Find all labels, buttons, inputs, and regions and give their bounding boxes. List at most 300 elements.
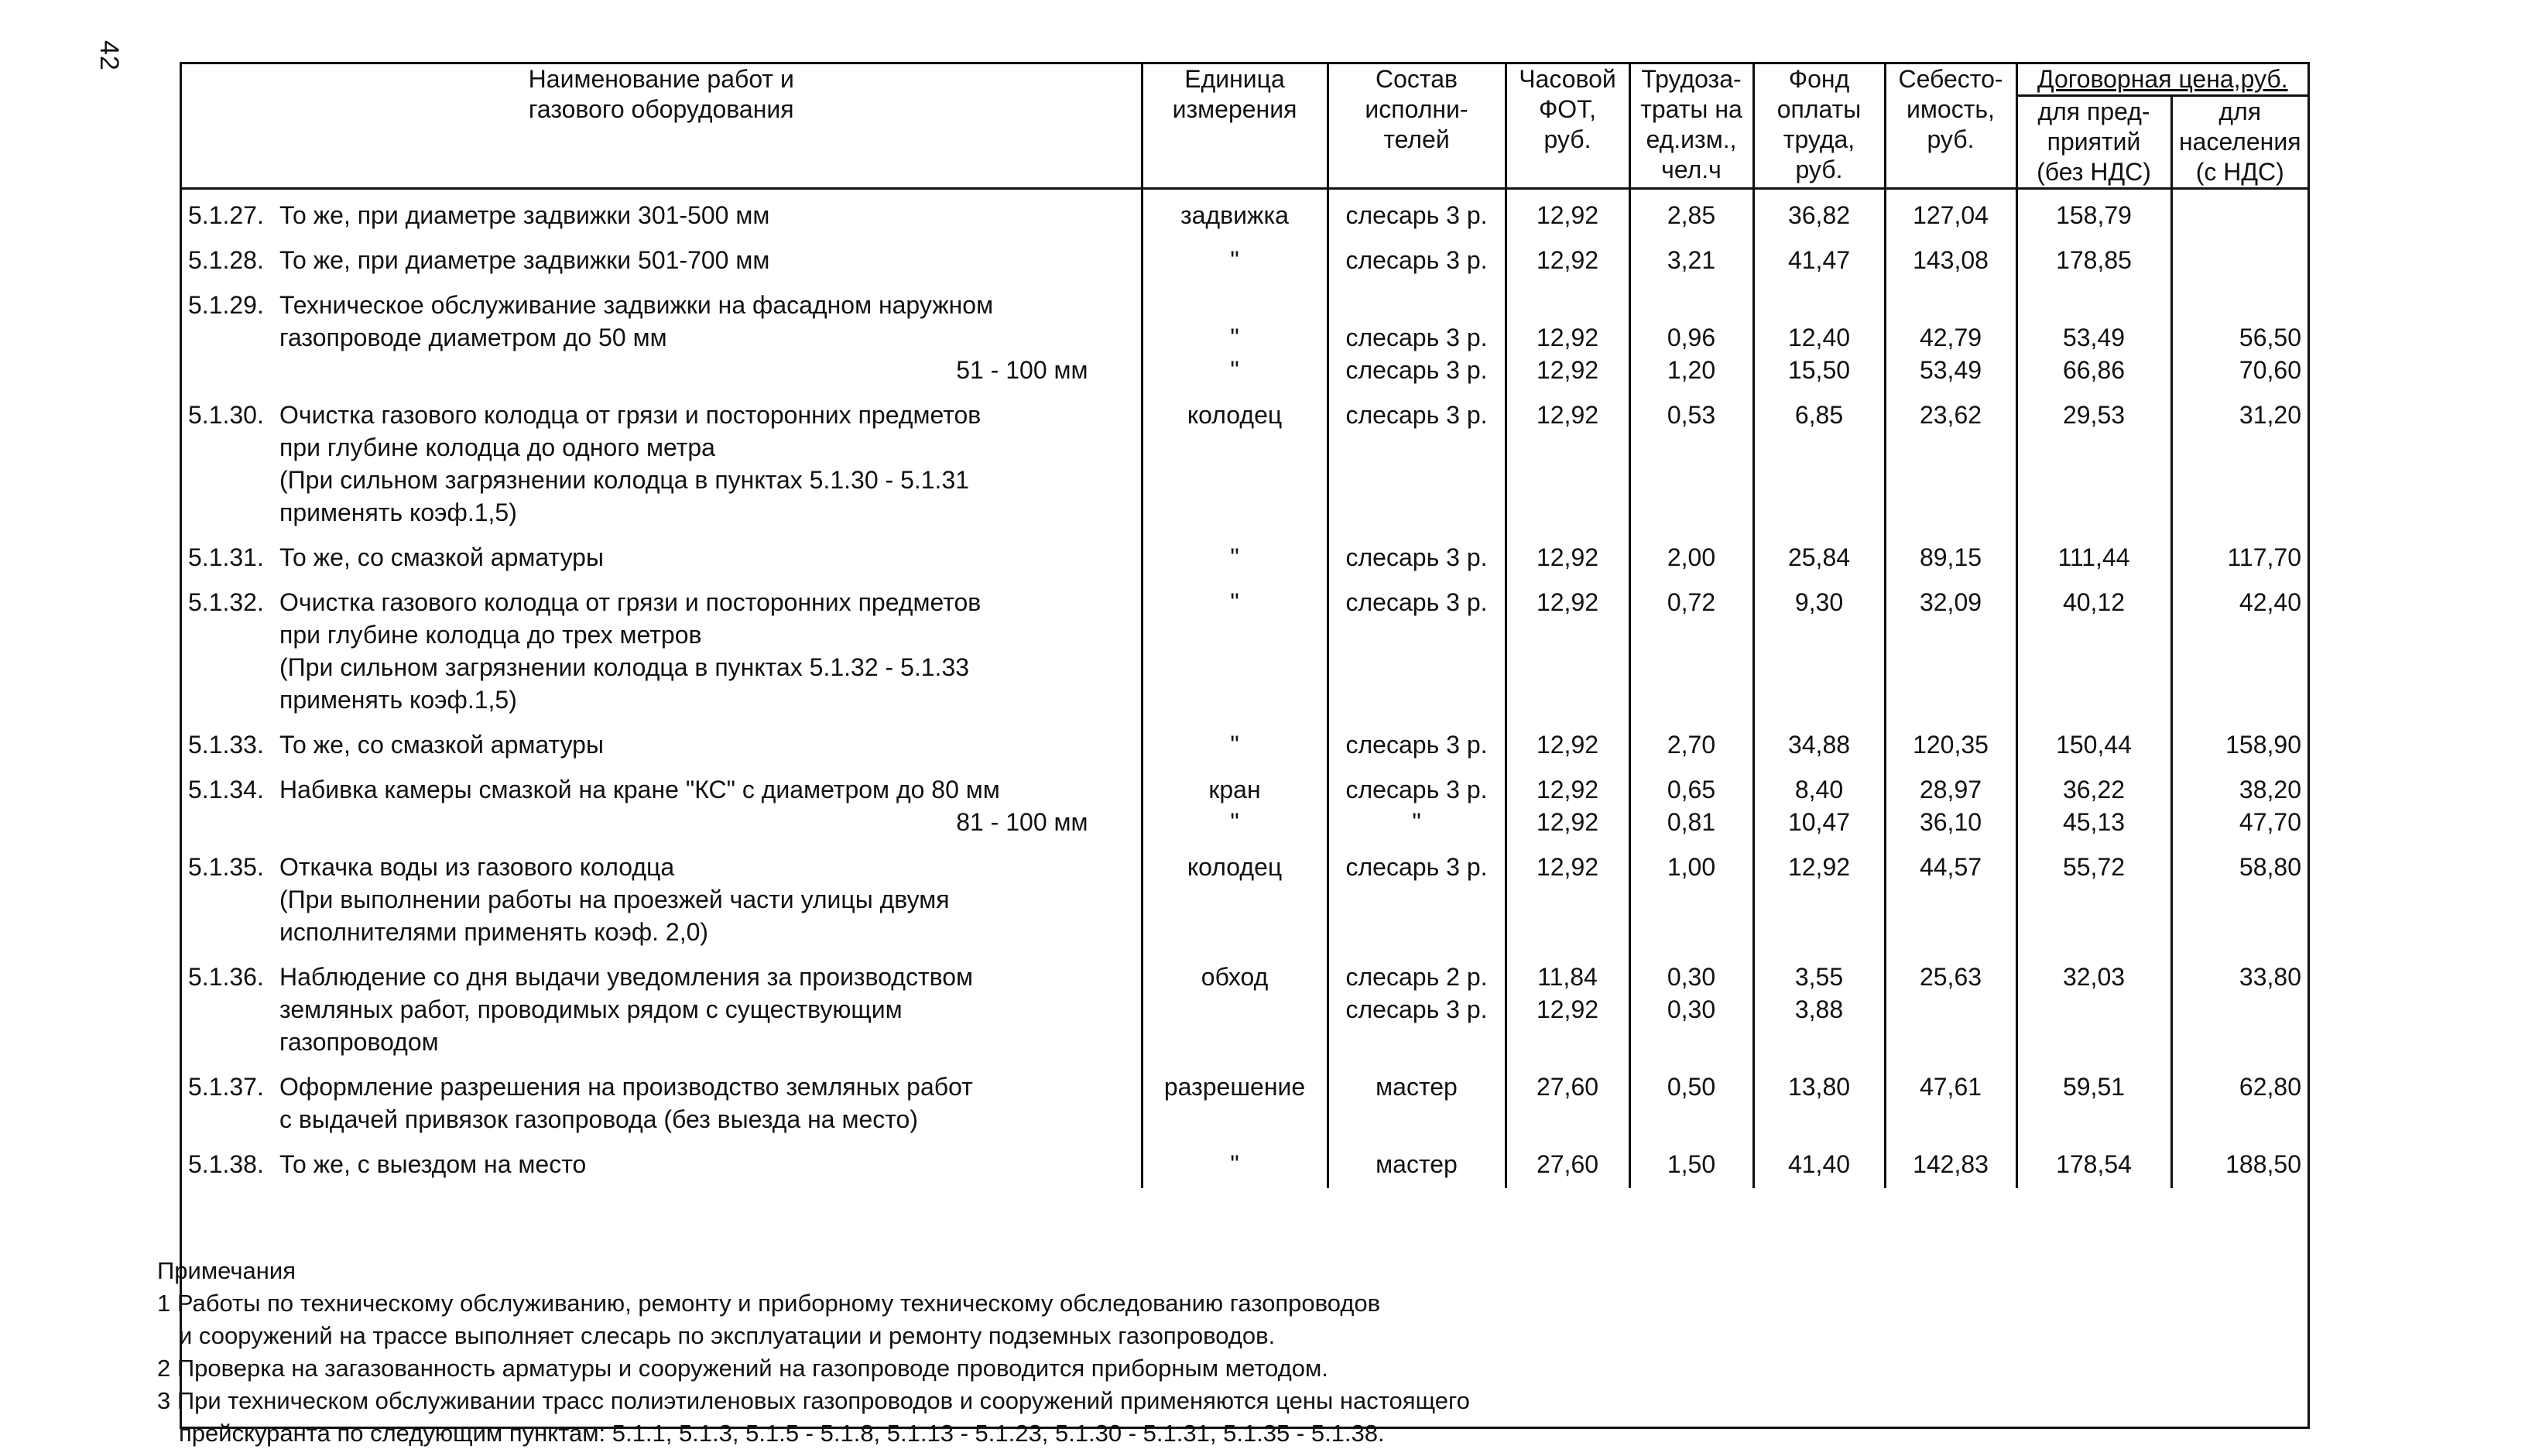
value (2179, 244, 2302, 276)
table-row (182, 719, 2307, 764)
spacer-row (182, 1184, 2307, 1188)
work-title-text: То же, со смазкой арматуры (279, 543, 604, 571)
value: 59,51 (2062, 1073, 2126, 1101)
header-enterprise: для пред- приятий (без НДС) (2016, 96, 2171, 189)
value: 0,53 (1667, 401, 1716, 429)
cell-labor (1629, 841, 1753, 951)
value: 13,80 (1787, 1073, 1851, 1101)
cell-unit (1142, 841, 1328, 951)
cell-work-name (182, 951, 1142, 1061)
work-title (188, 961, 1135, 993)
cell-fund (1753, 189, 1885, 235)
value: 0,65 (1667, 776, 1716, 803)
cell-population (2171, 719, 2307, 764)
value: 28,97 (1919, 776, 1982, 803)
note-line: 2 Проверка на загазованность арматуры и сооружений на газопроводе проводится приборным методом. (157, 1355, 1328, 1382)
value: 0,72 (1667, 588, 1716, 616)
work-detail: земляных работ, проводимых рядом с существующим (279, 995, 903, 1023)
cell-hourly (1506, 1139, 1629, 1184)
cell-labor (1629, 764, 1753, 841)
price-sheet (157, 62, 2310, 1447)
table-row (182, 189, 2307, 235)
value: 6,85 (1794, 401, 1844, 429)
cell-work-name (182, 279, 1142, 389)
cell-cost (1885, 235, 2016, 279)
work-detail: (При выполнении работы на проезжей части улицы двумя (279, 886, 950, 913)
value: " (1230, 731, 1239, 759)
cell-enterprise (2016, 279, 2171, 389)
cell-fund (1753, 1139, 1885, 1184)
value: 0,96 (1667, 324, 1716, 351)
work-title (188, 199, 1135, 231)
work-title (188, 773, 1135, 806)
value (2179, 289, 2302, 321)
value: кран (1208, 776, 1261, 803)
cell-enterprise (2016, 951, 2171, 1061)
value: 36,22 (2062, 776, 2126, 803)
value: 32,09 (1919, 588, 1982, 616)
value: задвижка (1180, 201, 1289, 229)
value: 12,92 (1536, 853, 1599, 881)
value: " (1230, 808, 1239, 836)
row-number: 5.1.31. (188, 543, 264, 571)
note-line: 1 Работы по техническому обслуживанию, ремонту и приборному техническому обследованию газопроводов (157, 1290, 1381, 1317)
work-title-text: То же, при диаметре задвижки 301-500 мм (279, 201, 770, 229)
value: 29,53 (2062, 401, 2126, 429)
page-number: 42 (94, 40, 124, 71)
cell-staff (1328, 841, 1506, 951)
value: 12,92 (1536, 356, 1599, 384)
value: 58,80 (2239, 853, 2301, 881)
value: 3,55 (1794, 963, 1844, 991)
cell-fund (1753, 764, 1885, 841)
table-row (182, 279, 2307, 389)
cell-work-name (182, 577, 1142, 719)
cell-unit (1142, 235, 1328, 279)
cell-staff (1328, 1139, 1506, 1184)
cell-unit (1142, 189, 1328, 235)
value: 45,13 (2062, 808, 2126, 836)
work-title-text: Оформление разрешения на производство земляных работ (279, 1073, 973, 1101)
cell-work-name (182, 1061, 1142, 1139)
cell-population (2171, 951, 2307, 1061)
cell-unit (1142, 1061, 1328, 1139)
row-number: 5.1.33. (188, 731, 264, 759)
table-row (182, 532, 2307, 577)
value: слесарь 3 р. (1345, 731, 1488, 759)
work-detail: 51 - 100 мм (956, 356, 1088, 384)
value: 36,10 (1919, 808, 1982, 836)
cell-cost (1885, 532, 2016, 577)
value: 188,50 (2225, 1150, 2301, 1178)
value: колодец (1187, 401, 1283, 429)
value: 34,88 (1787, 731, 1851, 759)
row-number: 5.1.27. (188, 201, 264, 229)
value: " (1230, 588, 1239, 616)
cell-hourly (1506, 235, 1629, 279)
cell-enterprise (2016, 389, 2171, 532)
value: 70,60 (2239, 356, 2301, 384)
work-title-text: Набивка камеры смазкой на кране "КС" с диаметром до 80 мм (279, 776, 1000, 803)
value: слесарь 3 р. (1345, 543, 1488, 571)
cell-enterprise (2016, 1139, 2171, 1184)
cell-work-name (182, 764, 1142, 841)
work-title (188, 1148, 1135, 1180)
table-row (182, 389, 2307, 532)
value: 142,83 (1913, 1150, 1989, 1178)
row-number: 5.1.37. (188, 1073, 264, 1101)
cell-fund (1753, 951, 1885, 1061)
value: слесарь 3 р. (1345, 201, 1488, 229)
cell-enterprise (2016, 719, 2171, 764)
value: 40,12 (2062, 588, 2126, 616)
value: 89,15 (1919, 543, 1982, 571)
cell-fund (1753, 532, 1885, 577)
cell-hourly (1506, 279, 1629, 389)
cell-cost (1885, 279, 2016, 389)
work-title (188, 244, 1135, 276)
work-detail: применять коэф.1,5) (279, 498, 517, 526)
cell-cost (1885, 951, 2016, 1061)
value: 117,70 (2227, 543, 2301, 571)
value: 25,63 (1919, 963, 1982, 991)
cell-work-name (182, 841, 1142, 951)
cell-work-name (182, 189, 1142, 235)
value: слесарь 3 р. (1345, 356, 1488, 384)
cell-hourly (1506, 764, 1629, 841)
value: 11,84 (1537, 963, 1598, 991)
cell-unit (1142, 577, 1328, 719)
value: 12,92 (1536, 246, 1599, 274)
value: 12,92 (1536, 401, 1599, 429)
cell-enterprise (2016, 235, 2171, 279)
value: слесарь 3 р. (1345, 401, 1488, 429)
value: 178,85 (2056, 246, 2132, 274)
value: 158,90 (2225, 731, 2301, 759)
value: 25,84 (1787, 543, 1851, 571)
value: 41,47 (1787, 246, 1851, 274)
cell-staff (1328, 577, 1506, 719)
row-number: 5.1.28. (188, 246, 264, 274)
value (1335, 289, 1499, 321)
value: 55,72 (2062, 853, 2126, 881)
work-detail: 81 - 100 мм (956, 808, 1088, 836)
notes-title: Примечания (157, 1257, 296, 1284)
value: 12,92 (1536, 543, 1599, 571)
value: 143,08 (1913, 246, 1989, 274)
value: 158,79 (2056, 201, 2132, 229)
cell-enterprise (2016, 764, 2171, 841)
note-line: и сооружений на трассе выполняет слесарь по эксплуатации и ремонту подземных газопроводов. (179, 1322, 1276, 1349)
table-row (182, 1061, 2307, 1139)
cell-staff (1328, 189, 1506, 235)
value: 127,04 (1913, 201, 1989, 229)
value: разрешение (1163, 1073, 1306, 1101)
cell-population (2171, 577, 2307, 719)
value: 23,62 (1919, 401, 1982, 429)
header-unit: Единица измерения (1142, 64, 1328, 189)
cell-enterprise (2016, 1061, 2171, 1139)
value: 1,50 (1667, 1150, 1716, 1178)
table-row (182, 951, 2307, 1061)
value (1893, 289, 2009, 321)
cell-cost (1885, 764, 2016, 841)
cell-staff (1328, 279, 1506, 389)
cell-work-name (182, 719, 1142, 764)
cell-population (2171, 532, 2307, 577)
cell-hourly (1506, 389, 1629, 532)
value: 10,47 (1787, 808, 1851, 836)
value: 0,30 (1667, 995, 1716, 1023)
cell-population (2171, 389, 2307, 532)
value: слесарь 2 р. (1345, 963, 1488, 991)
work-title-text: То же, с выездом на место (279, 1150, 587, 1178)
value: слесарь 3 р. (1345, 853, 1488, 881)
cell-enterprise (2016, 532, 2171, 577)
value (1761, 289, 1878, 321)
work-title (188, 1071, 1135, 1103)
work-title-text: Наблюдение со дня выдачи уведомления за производством (279, 963, 974, 991)
cell-unit (1142, 764, 1328, 841)
value: 33,80 (2239, 963, 2301, 991)
cell-work-name (182, 1139, 1142, 1184)
work-detail: (При сильном загрязнении колодца в пунктах 5.1.32 - 5.1.33 (279, 653, 970, 681)
cell-cost (1885, 389, 2016, 532)
value: 9,30 (1794, 588, 1844, 616)
value: 47,70 (2239, 808, 2301, 836)
value: 12,92 (1536, 588, 1599, 616)
cell-population (2171, 1061, 2307, 1139)
value: 47,61 (1919, 1073, 1982, 1101)
cell-cost (1885, 841, 2016, 951)
work-detail: применять коэф.1,5) (279, 686, 517, 714)
value: " (1230, 246, 1239, 274)
header-row-1 (182, 64, 2307, 96)
work-detail: при глубине колодца до трех метров (279, 621, 702, 649)
cell-labor (1629, 279, 1753, 389)
value: 12,40 (1787, 324, 1851, 351)
cell-labor (1629, 235, 1753, 279)
value: 36,82 (1787, 201, 1851, 229)
cell-staff (1328, 719, 1506, 764)
cell-labor (1629, 389, 1753, 532)
header-hourly: Часовой ФОТ, руб. (1506, 64, 1629, 189)
value: 178,54 (2056, 1150, 2132, 1178)
cell-labor (1629, 189, 1753, 235)
work-title-text: Техническое обслуживание задвижки на фасадном наружном (279, 291, 994, 319)
value (1637, 289, 1746, 321)
work-detail: исполнителями применять коэф. 2,0) (279, 918, 709, 946)
value (1513, 289, 1622, 321)
work-title (188, 728, 1135, 761)
work-detail: (При сильном загрязнении колодца в пунктах 5.1.30 - 5.1.31 (279, 466, 970, 494)
table-row (182, 841, 2307, 951)
value: 0,30 (1667, 963, 1716, 991)
cell-hourly (1506, 1061, 1629, 1139)
table-row (182, 235, 2307, 279)
value: " (1230, 324, 1239, 351)
value: 27,60 (1536, 1150, 1599, 1178)
value: 12,92 (1787, 853, 1851, 881)
value: слесарь 3 р. (1345, 776, 1488, 803)
value: " (1230, 543, 1239, 571)
work-title-text: То же, со смазкой арматуры (279, 731, 604, 759)
cell-hourly (1506, 719, 1629, 764)
value: 42,79 (1919, 324, 1982, 351)
value: слесарь 3 р. (1345, 588, 1488, 616)
cell-staff (1328, 764, 1506, 841)
value: 42,40 (2239, 588, 2301, 616)
row-number: 5.1.38. (188, 1150, 264, 1178)
work-detail: газопроводе диаметром до 50 мм (279, 324, 667, 351)
notes (157, 1255, 2092, 1450)
cell-unit (1142, 1139, 1328, 1184)
cell-cost (1885, 1061, 2016, 1139)
value (2024, 289, 2164, 321)
cell-population (2171, 841, 2307, 951)
value: 8,40 (1794, 776, 1844, 803)
cell-enterprise (2016, 189, 2171, 235)
header-cost: Себесто- имость, руб. (1885, 64, 2016, 189)
cell-labor (1629, 951, 1753, 1061)
work-title (188, 541, 1135, 574)
value: 31,20 (2239, 401, 2301, 429)
value: 120,35 (1913, 731, 1989, 759)
cell-unit (1142, 719, 1328, 764)
table-row (182, 577, 2307, 719)
header-population: для населения (с НДС) (2171, 96, 2307, 189)
value: слесарь 3 р. (1345, 995, 1488, 1023)
price-table (182, 64, 2307, 1188)
cell-population (2171, 764, 2307, 841)
row-number: 5.1.35. (188, 853, 264, 881)
work-title-text: Очистка газового колодца от грязи и посторонних предметов (279, 588, 982, 616)
row-number: 5.1.30. (188, 401, 264, 429)
value: 0,50 (1667, 1073, 1716, 1101)
work-title (188, 399, 1135, 431)
cell-hourly (1506, 951, 1629, 1061)
table-body (182, 189, 2307, 1189)
cell-work-name (182, 532, 1142, 577)
cell-unit (1142, 532, 1328, 577)
cell-hourly (1506, 532, 1629, 577)
value: мастер (1376, 1073, 1458, 1101)
cell-labor (1629, 532, 1753, 577)
work-title (188, 289, 1135, 321)
cell-cost (1885, 577, 2016, 719)
cell-fund (1753, 235, 1885, 279)
header-staff: Состав исполни- телей (1328, 64, 1506, 189)
value: 15,50 (1787, 356, 1851, 384)
value: 2,70 (1667, 731, 1716, 759)
cell-staff (1328, 389, 1506, 532)
value: 66,86 (2062, 356, 2126, 384)
cell-labor (1629, 577, 1753, 719)
cell-hourly (1506, 841, 1629, 951)
cell-cost (1885, 1139, 2016, 1184)
cell-fund (1753, 389, 1885, 532)
cell-fund (1753, 577, 1885, 719)
cell-population (2171, 235, 2307, 279)
value (2179, 199, 2302, 231)
cell-unit (1142, 279, 1328, 389)
cell-fund (1753, 841, 1885, 951)
value: 0,81 (1667, 808, 1716, 836)
cell-fund (1753, 279, 1885, 389)
cell-staff (1328, 532, 1506, 577)
work-title (188, 851, 1135, 883)
value: 53,49 (1919, 356, 1982, 384)
header-labor: Трудоза- траты на ед.изм., чел.ч (1629, 64, 1753, 189)
cell-unit (1142, 951, 1328, 1061)
cell-unit (1142, 389, 1328, 532)
value: " (1230, 1150, 1239, 1178)
value: 111,44 (2057, 543, 2130, 571)
cell-cost (1885, 189, 2016, 235)
cell-hourly (1506, 577, 1629, 719)
value: 3,21 (1667, 246, 1716, 274)
cell-fund (1753, 719, 1885, 764)
work-title-text: То же, при диаметре задвижки 501-700 мм (279, 246, 770, 274)
value: обход (1201, 963, 1269, 991)
cell-hourly (1506, 189, 1629, 235)
cell-population (2171, 1139, 2307, 1184)
cell-labor (1629, 1139, 1753, 1184)
work-title-text: Откачка воды из газового колодца (279, 853, 675, 881)
value: 12,92 (1536, 995, 1599, 1023)
value: 12,92 (1536, 731, 1599, 759)
cell-work-name (182, 235, 1142, 279)
cell-cost (1885, 719, 2016, 764)
value: 56,50 (2239, 324, 2301, 351)
value: 41,40 (1787, 1150, 1851, 1178)
value: 12,92 (1536, 201, 1599, 229)
table-row (182, 764, 2307, 841)
value: 38,20 (2239, 776, 2301, 803)
value: 62,80 (2239, 1073, 2301, 1101)
value: 2,85 (1667, 201, 1716, 229)
cell-staff (1328, 235, 1506, 279)
work-detail: при глубине колодца до одного метра (279, 433, 715, 461)
row-number: 5.1.36. (188, 963, 264, 991)
row-number: 5.1.34. (188, 776, 264, 803)
work-title (188, 586, 1135, 618)
value: 150,44 (2056, 731, 2132, 759)
value: 32,03 (2062, 963, 2126, 991)
value (1149, 289, 1321, 321)
cell-enterprise (2016, 577, 2171, 719)
value: 3,88 (1794, 995, 1844, 1023)
header-contract-price: Договорная цена,руб. (2016, 64, 2307, 96)
value: " (1230, 356, 1239, 384)
value: 53,49 (2062, 324, 2126, 351)
row-number: 5.1.29. (188, 291, 264, 319)
value: " (1412, 808, 1421, 836)
header-fund: Фонд оплаты труда, руб. (1753, 64, 1885, 189)
row-number: 5.1.32. (188, 588, 264, 616)
cell-enterprise (2016, 841, 2171, 951)
value: колодец (1187, 853, 1283, 881)
value: 12,92 (1536, 776, 1599, 803)
note-line: прейскуранта по следующим пунктам: 5.1.1, 5.1.3, 5.1.5 - 5.1.8, 5.1.13 - 5.1.23, 5.1.30 - 5.1.31, 5.1.35 - 5.1.38. (179, 1420, 1385, 1447)
value: 1,20 (1667, 356, 1716, 384)
work-detail: газопроводом (279, 1028, 439, 1056)
value: слесарь 3 р. (1345, 324, 1488, 351)
table-row (182, 1139, 2307, 1184)
value: 44,57 (1919, 853, 1982, 881)
cell-labor (1629, 1061, 1753, 1139)
value: 12,92 (1536, 808, 1599, 836)
